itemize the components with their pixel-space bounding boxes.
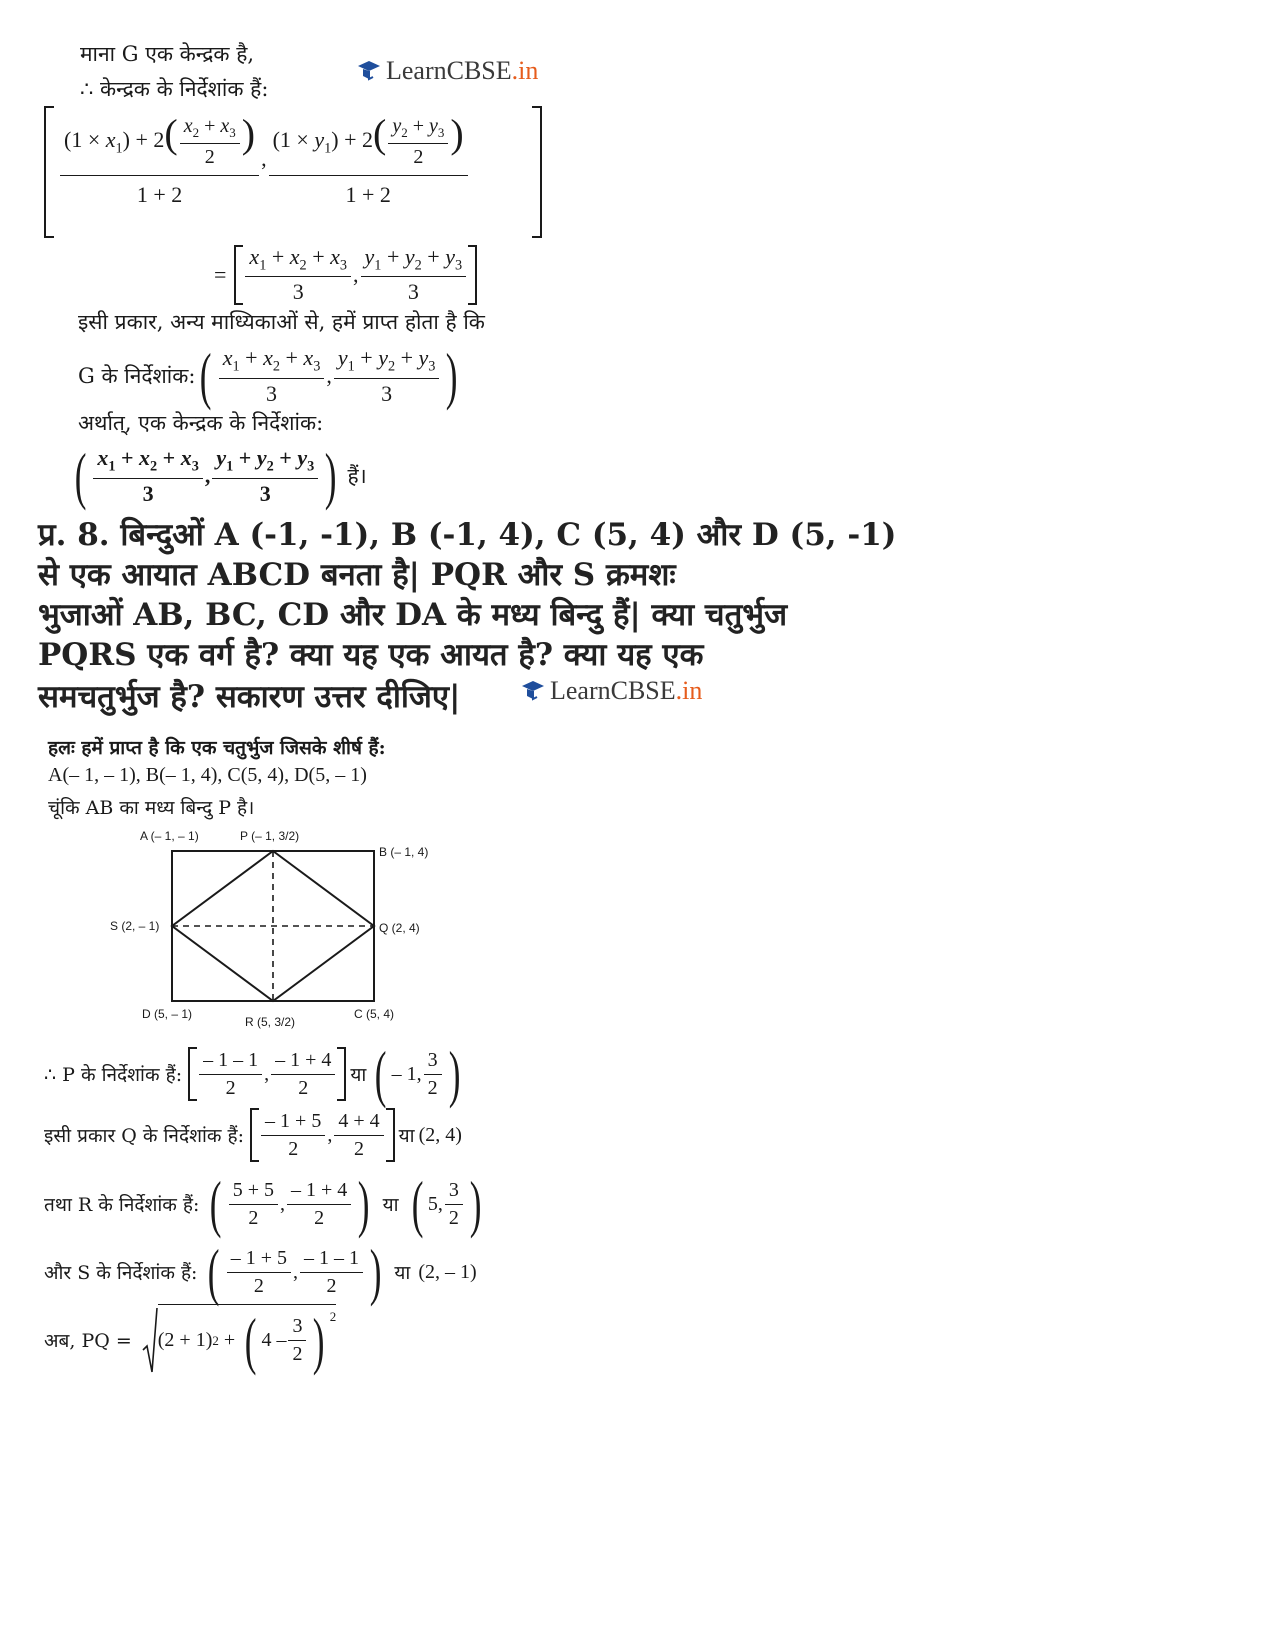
ya-text: या (350, 1064, 367, 1086)
r-coordinates: तथा R के निर्देशांक हैं: ( $\frac{5 + 5}{2}$ , $\frac{- 1 + 4}{2}$ ) या ( 5, $\frac{3}{2}$ ) (44, 1168, 482, 1239)
ya-text: या (398, 1125, 415, 1147)
q-result: (2, 4) (418, 1123, 462, 1146)
s-result: (2, – 1) (418, 1260, 477, 1283)
left-bracket (44, 106, 54, 238)
brand-tld: .in (675, 676, 703, 705)
formula-x: $(1 \times x_1) + 2$( $\frac{x_2 + x_3}{2}$ ) 1 + 2 , $(1 \times y_1) + 2$( $\frac{y_2 + y_3}{2}$ ) 1 + 2 (58, 110, 470, 208)
brand-name: LearnCBSE (386, 56, 512, 85)
question-line-4: PQRS एक वर्ग है? क्या यह एक आयत है? क्या यह एक (38, 637, 704, 673)
p-coordinates: ∴ P के निर्देशांक हैं: $\frac{- 1 - 1}{2}$ , $\frac{- 1 + 4}{2}$ या ( – 1, $\frac{3}{2}$ ) (44, 1038, 461, 1109)
s-label: और S के निर्देशांक हैं: (44, 1262, 198, 1284)
brand-logo-question (520, 676, 702, 706)
formula-simplified: = $\frac{x_1 + x_2 + x_3}{3}$ , $\frac{y_1 + y_2 + y_3}{3}$ (214, 244, 477, 305)
q-label: इसी प्रकार Q के निर्देशांक हैं: (44, 1125, 245, 1147)
label-s: S (2, – 1) (110, 919, 160, 933)
solution-intro: हलः हमें प्राप्त है कि एक चतुर्भुज जिसके शीर्ष हैं: (48, 737, 386, 759)
pq-label: अब, PQ = (44, 1330, 132, 1352)
g-coordinates: G के निर्देशांक: ( $\frac{x_1 + x_2 + x_3}{3}$ , $\frac{y_1 + y_2 + y_3}{3}$ ) (78, 340, 458, 411)
label-a: A (– 1, – 1) (140, 829, 199, 843)
vertices-line: A(– 1, – 1), B(– 1, 4), C(5, 4), D(5, – 1) (48, 764, 367, 786)
question-line-3: भुजाओं AB, BC, CD और DA के मध्य बिन्दु हैं| क्या चतुर्भुज (38, 597, 788, 633)
p-label: ∴ P के निर्देशांक हैं: (44, 1064, 183, 1086)
ya-text: या (394, 1262, 411, 1284)
label-c: C (5, 4) (354, 1007, 395, 1021)
label-q: Q (2, 4) (379, 921, 420, 935)
pq-distance: अब, PQ = (2 + 1) 2 + ( 4 – $\frac{3}{2}$ ) $^2$ (44, 1304, 337, 1376)
question-line-5: समचतुर्भुज है? सकारण उत्तर दीजिए| (38, 679, 461, 715)
question-line-1: प्र. 8. बिन्दुओं A (-1, -1), B (-1, 4), C (5, 4) और D (5, -1) (38, 517, 897, 553)
r-label: तथा R के निर्देशांक हैं: (44, 1194, 200, 1216)
g-label: G के निर्देशांक: (78, 364, 196, 388)
arthat-line: अर्थात्, एक केन्द्रक के निर्देशांक: (78, 411, 324, 435)
ya-text: या (382, 1194, 399, 1216)
intro-line-2: ∴ केन्द्रक के निर्देशांक हैं: (80, 77, 269, 101)
centroid-result: ( $\frac{x_1 + x_2 + x_3}{3}$ , $\frac{y_1 + y_2 + y_3}{3}$ ) हैं। (74, 440, 367, 511)
label-p: P (– 1, 3/2) (240, 829, 300, 843)
brand-logo-top (356, 56, 538, 86)
graduation-cap-icon (520, 678, 546, 704)
brand-tld: .in (511, 56, 539, 85)
intro-line-1: माना G एक केन्द्रक है, (80, 42, 255, 66)
graduation-cap-icon (356, 58, 382, 84)
rectangle-diagram (100, 826, 460, 1041)
section-formula (44, 104, 544, 234)
brand-name: LearnCBSE (550, 676, 676, 705)
label-b: B (– 1, 4) (379, 845, 429, 859)
s-coordinates: और S के निर्देशांक हैं: ( $\frac{- 1 + 5}{2}$ , $\frac{- 1 - 1}{2}$ ) या (2, – 1) (44, 1236, 477, 1307)
question-line-2: से एक आयात ABCD बनता है| PQR और S क्रमशः (38, 557, 676, 593)
hain-text: हैं। (347, 464, 367, 488)
right-bracket (532, 106, 542, 238)
label-d: D (5, – 1) (142, 1007, 193, 1021)
similar-line: इसी प्रकार, अन्य माध्यिकाओं से, हमें प्राप्त होता है कि (78, 310, 485, 334)
sqrt-icon (142, 1306, 158, 1374)
midpoint-line: चूंकि AB का मध्य बिन्दु P है। (48, 797, 255, 819)
label-r: R (5, 3/2) (245, 1015, 296, 1029)
q-coordinates: इसी प्रकार Q के निर्देशांक हैं: $\frac{- 1 + 5}{2}$ , $\frac{4 + 4}{2}$ या (2, 4) (44, 1108, 462, 1162)
